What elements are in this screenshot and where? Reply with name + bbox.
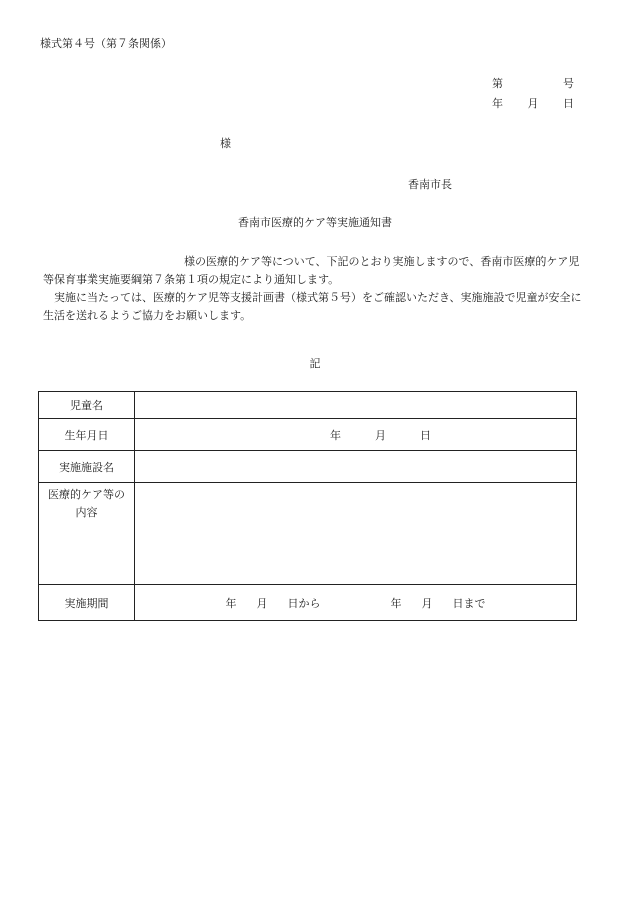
birth-date-field[interactable] [135,419,577,451]
period-start-day: 日から [287,596,321,610]
period-end-day: 日まで [452,596,486,610]
table-row-care-content [39,483,577,585]
ki-heading: 記 [309,357,321,370]
sender: 香南市長 [408,178,452,191]
facility-label: 実施施設名 [39,451,135,483]
table-row-birth-date [39,419,577,451]
doc-date-line [492,94,574,114]
child-name-label: 児童名 [39,392,135,419]
document-number-block [492,74,574,114]
birth-date-label: 生年月日 [39,419,135,451]
child-name-field[interactable] [135,392,577,419]
document-title: 香南市医療的ケア等実施通知書 [238,216,392,229]
table-row-facility [39,451,577,483]
doc-date-year: 年 [492,97,503,110]
body-paragraph-2: 実施に当たっては、医療的ケア児等支援計画書（様式第５号）をご確認いただき、実施施設で児童が安全に生活を送れるようご協力をお願いします。 [43,291,582,322]
care-content-label [39,483,135,585]
body-paragraph-1: 様の医療的ケア等について、下記のとおり実施しますので、香南市医療的ケア児等保育事業実施要綱第７条第１項の規定により通知します。 [43,255,580,286]
care-content-field[interactable] [135,483,577,585]
period-end [391,595,486,611]
period-start [226,595,321,611]
doc-date-day: 日 [563,97,574,110]
addressee: 様 [220,137,231,150]
period-field[interactable] [135,585,577,621]
period-label: 実施期間 [39,585,135,621]
care-content-label-line2: 内容 [75,506,98,519]
doc-date-month: 月 [527,97,539,110]
body-text [43,253,588,325]
doc-number-line [492,74,574,94]
period-start-year: 年 [225,596,237,610]
table-row-period [39,585,577,621]
period-start-month: 月 [256,596,268,610]
period-end-month: 月 [421,596,433,610]
table-row-child-name [39,392,577,419]
period-end-year: 年 [390,596,402,610]
details-table [38,391,577,621]
birth-year: 年 [330,428,341,442]
doc-number-dai: 第 [492,77,503,90]
birth-day: 日 [420,428,431,442]
facility-field[interactable] [135,451,577,483]
care-content-label-line1: 医療的ケア等の [48,488,125,501]
form-number: 様式第４号（第７条関係） [40,37,172,50]
birth-month: 月 [375,428,386,442]
doc-number-go: 号 [563,77,574,90]
